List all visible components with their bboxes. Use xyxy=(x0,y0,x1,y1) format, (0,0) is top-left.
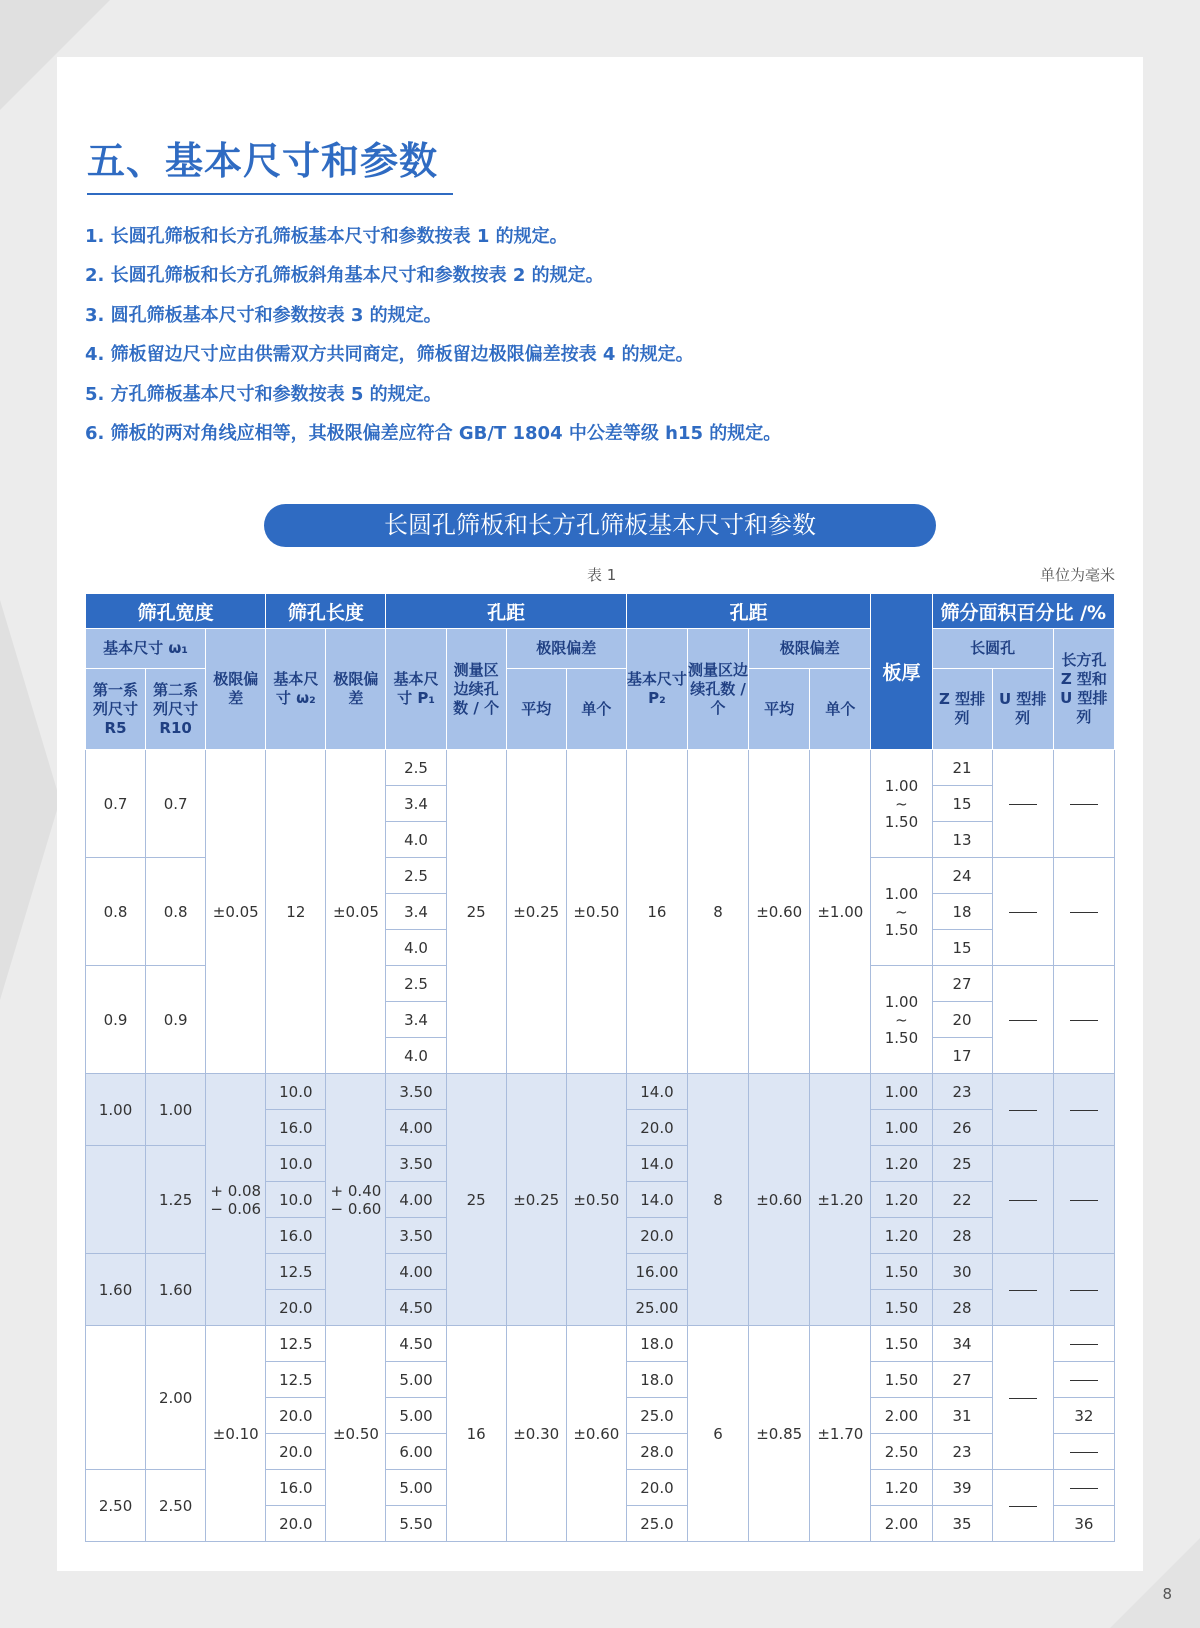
cell-p1: 4.0 xyxy=(386,930,446,966)
cell-avg-1: ±0.25 xyxy=(506,1074,566,1326)
thickness-max: 1.50 xyxy=(884,920,919,939)
cell-thickness-range xyxy=(871,858,932,966)
cell-r10: 1.60 xyxy=(146,1254,206,1326)
hdr-avg-1: 平均 xyxy=(506,669,566,750)
dash-mark xyxy=(1070,1290,1098,1291)
thickness-max: 1.50 xyxy=(884,1028,919,1047)
hdr-r10: 第二系列尺寸 R10 xyxy=(146,669,206,750)
hdr-length-tol: 极限偏差 xyxy=(326,629,386,750)
cell-single-1: ±0.50 xyxy=(566,750,626,1074)
dash-mark xyxy=(1009,1290,1037,1291)
cell-p1: 4.50 xyxy=(386,1290,446,1326)
cell-p2: 20.0 xyxy=(626,1110,687,1146)
hdr-base-w2: 基本尺寸 ω₂ xyxy=(266,629,326,750)
hdr-r5: 第一系列尺寸 R5 xyxy=(86,669,146,750)
cell-r10: 2.00 xyxy=(146,1326,206,1470)
thickness-min: 1.00 xyxy=(884,884,919,903)
cell-p2: 18.0 xyxy=(626,1326,687,1362)
cell-u xyxy=(992,750,1053,858)
tol-upper: + 0.08 xyxy=(210,1181,262,1200)
cell-p2: 25.0 xyxy=(626,1506,687,1542)
page-title: 五、基本尺寸和参数 xyxy=(87,139,439,183)
cell-thickness: 1.20 xyxy=(871,1146,932,1182)
unit-note: 单位为毫米 xyxy=(1039,566,1115,584)
dash-mark xyxy=(1070,1200,1098,1201)
dash-mark xyxy=(1070,1452,1098,1453)
cell-length: 12.5 xyxy=(266,1254,326,1290)
cell-thickness: 1.50 xyxy=(871,1362,932,1398)
cell-r5: 0.9 xyxy=(86,966,146,1074)
cell-r5: 2.50 xyxy=(86,1470,146,1542)
thickness-tilde: ~ xyxy=(895,902,908,921)
cell-thickness: 1.00 xyxy=(871,1074,932,1110)
cell-length: 20.0 xyxy=(266,1398,326,1434)
cell-p1: 2.5 xyxy=(386,750,446,786)
cell-p2: 25.00 xyxy=(626,1290,687,1326)
cell-thickness: 2.00 xyxy=(871,1398,932,1434)
cell-u xyxy=(992,1254,1053,1326)
cell-thickness-range xyxy=(871,966,932,1074)
cell-r5 xyxy=(86,1326,146,1470)
cell-z: 28 xyxy=(932,1290,992,1326)
cell-thickness: 1.50 xyxy=(871,1326,932,1362)
cell-z: 23 xyxy=(932,1074,992,1110)
cell-p2: 16.00 xyxy=(626,1254,687,1290)
cell-u xyxy=(992,1074,1053,1146)
cell-p1: 4.0 xyxy=(386,1038,446,1074)
hdr-base-p1: 基本尺寸 P₁ xyxy=(386,629,446,750)
cell-z: 39 xyxy=(932,1470,992,1506)
cell-r5: 1.60 xyxy=(86,1254,146,1326)
cell-z: 31 xyxy=(932,1398,992,1434)
dash-mark xyxy=(1009,1506,1037,1507)
table-header xyxy=(86,594,1115,750)
cell-p1: 3.4 xyxy=(386,894,446,930)
cell-rect xyxy=(1053,966,1114,1074)
cell-length: 10.0 xyxy=(266,1074,326,1110)
cell-p1: 4.50 xyxy=(386,1326,446,1362)
cell-avg-1: ±0.25 xyxy=(506,750,566,1074)
cell-u xyxy=(992,966,1053,1074)
cell-length: 10.0 xyxy=(266,1146,326,1182)
cell-measure-2: 8 xyxy=(688,750,749,1074)
cell-length: 12.5 xyxy=(266,1326,326,1362)
cell-p1: 6.00 xyxy=(386,1434,446,1470)
hdr-rect: 长方孔 Z 型和 U 型排列 xyxy=(1053,629,1114,750)
cell-width-tol: ±0.10 xyxy=(206,1326,266,1542)
dash-mark xyxy=(1070,912,1098,913)
cell-single-1: ±0.50 xyxy=(566,1074,626,1326)
cell-u xyxy=(992,1470,1053,1542)
cell-p1: 3.50 xyxy=(386,1146,446,1182)
cell-thickness: 2.50 xyxy=(871,1434,932,1470)
cell-u xyxy=(992,858,1053,966)
hdr-single-1: 单个 xyxy=(566,669,626,750)
dash-mark xyxy=(1070,1110,1098,1111)
hdr-measure-2: 测量区边续孔数 / 个 xyxy=(688,629,749,750)
cell-p1: 5.50 xyxy=(386,1506,446,1542)
cell-length: 16.0 xyxy=(266,1110,326,1146)
cell-measure-2: 8 xyxy=(688,1074,749,1326)
cell-length-tol: ±0.05 xyxy=(326,750,386,1074)
cell-single-2: ±1.20 xyxy=(810,1074,871,1326)
rule-item: 6. 筛板的两对角线应相等，其极限偏差应符合 GB/T 1804 中公差等级 h15 的规定。 xyxy=(85,422,782,444)
thickness-min: 1.00 xyxy=(884,776,919,795)
cell-r5 xyxy=(86,1146,146,1254)
table-body xyxy=(86,750,1115,1542)
spec-table xyxy=(85,593,1115,1542)
cell-z: 35 xyxy=(932,1506,992,1542)
dash-mark xyxy=(1070,1488,1098,1489)
cell-measure-2: 6 xyxy=(688,1326,749,1542)
cell-z: 27 xyxy=(932,1362,992,1398)
hdr-pitch-2: 孔距 xyxy=(626,594,871,629)
rule-item: 2. 长圆孔筛板和长方孔筛板斜角基本尺寸和参数按表 2 的规定。 xyxy=(85,265,604,287)
cell-length-tol: ±0.50 xyxy=(326,1326,386,1542)
cell-p2: 25.0 xyxy=(626,1398,687,1434)
hdr-measure-1: 测量区边续孔数 / 个 xyxy=(446,629,506,750)
cell-z: 20 xyxy=(932,1002,992,1038)
cell-length: 20.0 xyxy=(266,1434,326,1470)
tol-lower: − 0.60 xyxy=(330,1199,382,1218)
dash-mark xyxy=(1070,1020,1098,1021)
cell-rect: 36 xyxy=(1053,1506,1114,1542)
hdr-slot: 长圆孔 xyxy=(932,629,1053,669)
table-caption: 表 1 xyxy=(587,566,617,584)
cell-z: 13 xyxy=(932,822,992,858)
cell-thickness: 1.50 xyxy=(871,1254,932,1290)
hdr-single-2: 单个 xyxy=(810,669,871,750)
hdr-base-p2: 基本尺寸 P₂ xyxy=(626,629,687,750)
dash-mark xyxy=(1009,1110,1037,1111)
cell-measure-1: 25 xyxy=(446,750,506,1074)
cell-p1: 5.00 xyxy=(386,1398,446,1434)
cell-length: 12 xyxy=(266,750,326,1074)
cell-p2: 16 xyxy=(626,750,687,1074)
table-banner: 长圆孔筛板和长方孔筛板基本尺寸和参数 xyxy=(264,504,936,547)
rule-item: 1. 长圆孔筛板和长方孔筛板基本尺寸和参数按表 1 的规定。 xyxy=(85,226,568,247)
cell-z: 27 xyxy=(932,966,992,1002)
thickness-tilde: ~ xyxy=(895,794,908,813)
cell-length: 12.5 xyxy=(266,1362,326,1398)
rule-item: 4. 筛板留边尺寸应由供需双方共同商定，筛板留边极限偏差按表 4 的规定。 xyxy=(85,344,694,366)
cell-r10: 2.50 xyxy=(146,1470,206,1542)
cell-p1: 4.00 xyxy=(386,1254,446,1290)
title-underline xyxy=(87,193,453,195)
dash-mark xyxy=(1009,912,1037,913)
cell-p1: 4.00 xyxy=(386,1182,446,1218)
cell-z: 26 xyxy=(932,1110,992,1146)
thickness-max: 1.50 xyxy=(884,812,919,831)
thickness-tilde: ~ xyxy=(895,1010,908,1029)
cell-thickness: 2.00 xyxy=(871,1506,932,1542)
cell-rect xyxy=(1053,1362,1114,1398)
dash-mark xyxy=(1009,804,1037,805)
cell-length-tol xyxy=(326,1074,386,1326)
rules-list xyxy=(85,222,781,458)
cell-rect: 32 xyxy=(1053,1398,1114,1434)
cell-thickness: 1.00 xyxy=(871,1110,932,1146)
cell-width-tol: ±0.05 xyxy=(206,750,266,1074)
hdr-u: U 型排列 xyxy=(992,669,1053,750)
cell-r5: 0.8 xyxy=(86,858,146,966)
dash-mark xyxy=(1009,1020,1037,1021)
cell-rect xyxy=(1053,1146,1114,1254)
side-decoration xyxy=(0,600,60,1000)
cell-rect xyxy=(1053,1254,1114,1326)
cell-z: 15 xyxy=(932,786,992,822)
cell-z: 30 xyxy=(932,1254,992,1290)
cell-p1: 5.00 xyxy=(386,1470,446,1506)
cell-p2: 14.0 xyxy=(626,1074,687,1110)
cell-r10: 0.9 xyxy=(146,966,206,1074)
cell-rect xyxy=(1053,750,1114,858)
cell-avg-2: ±0.60 xyxy=(749,750,810,1074)
hdr-z: Z 型排列 xyxy=(932,669,992,750)
cell-z: 24 xyxy=(932,858,992,894)
cell-length: 16.0 xyxy=(266,1218,326,1254)
cell-u xyxy=(992,1146,1053,1254)
cell-thickness: 1.50 xyxy=(871,1290,932,1326)
cell-length: 16.0 xyxy=(266,1470,326,1506)
cell-thickness: 1.20 xyxy=(871,1470,932,1506)
page-card xyxy=(57,57,1143,1571)
cell-measure-1: 16 xyxy=(446,1326,506,1542)
cell-p2: 20.0 xyxy=(626,1218,687,1254)
hdr-thickness: 板厚 xyxy=(871,594,932,750)
dash-mark xyxy=(1070,1380,1098,1381)
cell-r10: 0.8 xyxy=(146,858,206,966)
cell-z: 18 xyxy=(932,894,992,930)
cell-avg-1: ±0.30 xyxy=(506,1326,566,1542)
cell-single-2: ±1.70 xyxy=(810,1326,871,1542)
hdr-open-area: 筛分面积百分比 /% xyxy=(932,594,1114,629)
cell-p2: 14.0 xyxy=(626,1146,687,1182)
cell-p1: 2.5 xyxy=(386,858,446,894)
cell-u xyxy=(992,1326,1053,1470)
cell-avg-2: ±0.85 xyxy=(749,1326,810,1542)
hdr-hole-length: 筛孔长度 xyxy=(266,594,386,629)
hdr-limit-1: 极限偏差 xyxy=(506,629,626,669)
cell-z: 22 xyxy=(932,1182,992,1218)
cell-length: 20.0 xyxy=(266,1506,326,1542)
cell-rect xyxy=(1053,1434,1114,1470)
rule-item: 5. 方孔筛板基本尺寸和参数按表 5 的规定。 xyxy=(85,383,442,405)
hdr-width-tol: 极限偏差 xyxy=(206,629,266,750)
rule-item: 3. 圆孔筛板基本尺寸和参数按表 3 的规定。 xyxy=(85,304,442,326)
cell-p1: 3.50 xyxy=(386,1218,446,1254)
spec-table-wrapper xyxy=(85,593,1115,1542)
cell-rect xyxy=(1053,858,1114,966)
dash-mark xyxy=(1009,1200,1037,1201)
cell-r10: 0.7 xyxy=(146,750,206,858)
page-number: 8 xyxy=(1162,1585,1172,1603)
cell-length: 10.0 xyxy=(266,1182,326,1218)
cell-single-1: ±0.60 xyxy=(566,1326,626,1542)
cell-rect xyxy=(1053,1326,1114,1362)
hdr-avg-2: 平均 xyxy=(749,669,810,750)
cell-rect xyxy=(1053,1470,1114,1506)
cell-p2: 18.0 xyxy=(626,1362,687,1398)
cell-r5: 1.00 xyxy=(86,1074,146,1146)
hdr-hole-width: 筛孔宽度 xyxy=(86,594,266,629)
cell-p1: 3.50 xyxy=(386,1074,446,1110)
hdr-limit-2: 极限偏差 xyxy=(749,629,871,669)
thickness-min: 1.00 xyxy=(884,992,919,1011)
cell-p2: 20.0 xyxy=(626,1470,687,1506)
cell-rect xyxy=(1053,1074,1114,1146)
cell-z: 21 xyxy=(932,750,992,786)
cell-length: 20.0 xyxy=(266,1290,326,1326)
cell-measure-1: 25 xyxy=(446,1074,506,1326)
cell-p2: 28.0 xyxy=(626,1434,687,1470)
cell-z: 28 xyxy=(932,1218,992,1254)
cell-z: 25 xyxy=(932,1146,992,1182)
cell-thickness: 1.20 xyxy=(871,1182,932,1218)
cell-z: 15 xyxy=(932,930,992,966)
cell-p1: 3.4 xyxy=(386,1002,446,1038)
cell-p1: 5.00 xyxy=(386,1362,446,1398)
cell-z: 34 xyxy=(932,1326,992,1362)
cell-p1: 2.5 xyxy=(386,966,446,1002)
cell-width-tol xyxy=(206,1074,266,1326)
cell-thickness-range xyxy=(871,750,932,858)
cell-thickness: 1.20 xyxy=(871,1218,932,1254)
tol-upper: + 0.40 xyxy=(330,1181,382,1200)
dash-mark xyxy=(1070,804,1098,805)
cell-p1: 3.4 xyxy=(386,786,446,822)
cell-p2: 14.0 xyxy=(626,1182,687,1218)
cell-single-2: ±1.00 xyxy=(810,750,871,1074)
hdr-base-w1: 基本尺寸 ω₁ xyxy=(86,629,206,669)
cell-z: 23 xyxy=(932,1434,992,1470)
cell-z: 17 xyxy=(932,1038,992,1074)
tol-lower: − 0.06 xyxy=(210,1199,262,1218)
dash-mark xyxy=(1070,1344,1098,1345)
dash-mark xyxy=(1009,1398,1037,1399)
cell-p1: 4.00 xyxy=(386,1110,446,1146)
cell-avg-2: ±0.60 xyxy=(749,1074,810,1326)
hdr-pitch-1: 孔距 xyxy=(386,594,626,629)
cell-r5: 0.7 xyxy=(86,750,146,858)
cell-r10: 1.00 xyxy=(146,1074,206,1146)
cell-p1: 4.0 xyxy=(386,822,446,858)
cell-r10: 1.25 xyxy=(146,1146,206,1254)
